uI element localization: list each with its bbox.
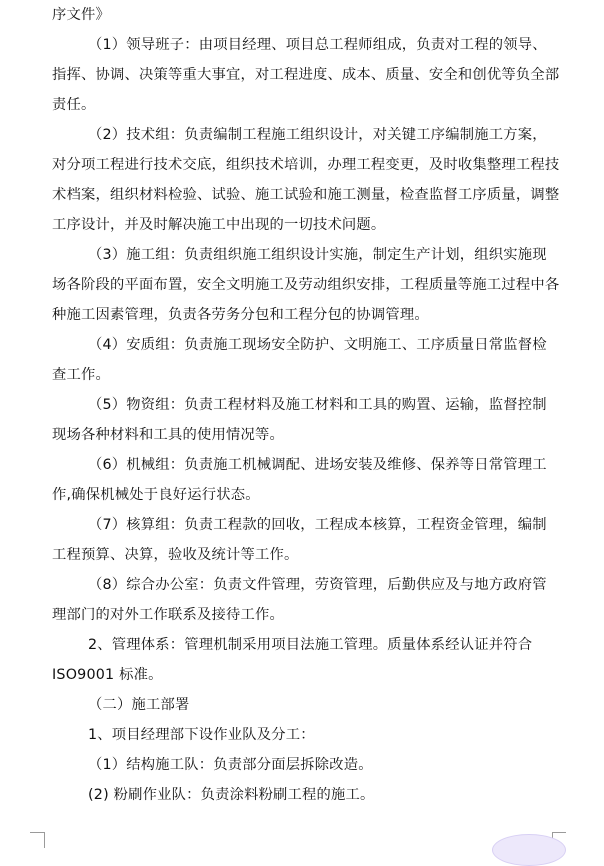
text-line: 1、项目经理部下设作业队及分工： — [88, 727, 315, 743]
section-heading: （二）施工部署 — [88, 697, 190, 713]
text-line: 责任。 — [52, 97, 96, 113]
text-line: 种施工因素管理，负责各劳务分包和工程分包的协调管理。 — [52, 307, 429, 323]
text-line: 工序设计，并及时解决施工中出现的一切技术问题。 — [52, 217, 386, 233]
text-line: （4）安质组：负责施工现场安全防护、文明施工、工序质量日常监督检 — [88, 337, 547, 353]
text-line: 序文件》 — [52, 7, 110, 23]
text-line: （1）结构施工队：负责部分面层拆除改造。 — [88, 757, 373, 773]
text-line: （2）技术组：负责编制工程施工组织设计，对关键工序编制施工方案， — [88, 127, 547, 143]
text-line: 指挥、协调、决策等重大事宜，对工程进度、成本、质量、安全和创优等负全部 — [52, 67, 560, 83]
corner-mark-left-v — [44, 832, 45, 848]
corner-mark-left-h — [30, 832, 44, 833]
text-line: （6）机械组：负责施工机械调配、进场安装及维修、保养等日常管理工 — [88, 457, 547, 473]
text-line: （1）领导班子：由项目经理、项目总工程师组成，负责对工程的领导、 — [88, 37, 547, 53]
text-line: （8）综合办公室：负责文件管理，劳资管理，后勤供应及与地方政府管 — [88, 577, 547, 593]
text-line: 理部门的对外工作联系及接待工作。 — [52, 607, 284, 623]
corner-mark-right-h — [552, 832, 566, 833]
text-line: 2、管理体系：管理机制采用项目法施工管理。质量体系经认证并符合 — [88, 637, 533, 653]
text-line: (2) 粉刷作业队：负责涂料粉刷工程的施工。 — [88, 787, 375, 803]
text-line: 作,确保机械处于良好运行状态。 — [52, 487, 260, 503]
text-line: 对分项工程进行技术交底，组织技术培训，办理工程变更，及时收集整理工程技 — [52, 157, 560, 173]
text-line: 场各阶段的平面布置，安全文明施工及劳动组织安排，工程质量等施工过程中各 — [52, 277, 560, 293]
text-line: （3）施工组：负责组织施工组织设计实施，制定生产计划，组织实施现 — [88, 247, 547, 263]
text-line: 现场各种材料和工具的使用情况等。 — [52, 427, 284, 443]
floating-overlay-shape — [492, 834, 566, 866]
text-line: 查工作。 — [52, 367, 110, 383]
text-line: （7）核算组：负责工程款的回收，工程成本核算，工程资金管理，编制 — [88, 517, 547, 533]
text-line: ISO9001 标准。 — [52, 667, 163, 683]
text-line: 术档案，组织材料检验、试验、施工试验和施工测量，检查监督工序质量，调整 — [52, 187, 560, 203]
text-line: 工程预算、决算，验收及统计等工作。 — [52, 547, 299, 563]
text-line: （5）物资组：负责工程材料及施工材料和工具的购置、运输，监督控制 — [88, 397, 547, 413]
